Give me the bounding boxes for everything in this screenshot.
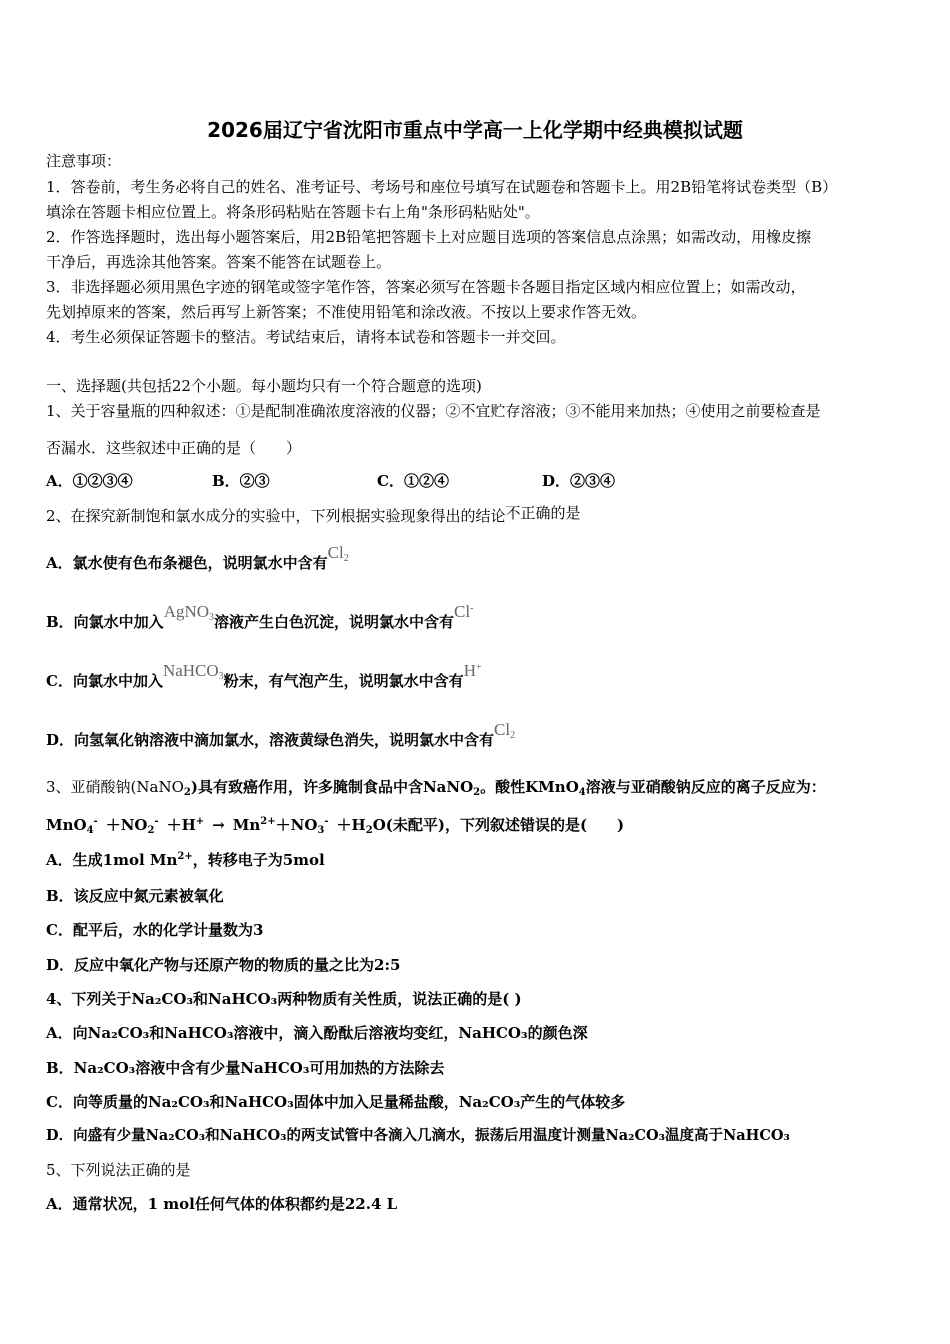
page-title: 2026届辽宁省沈阳市重点中学高一上化学期中经典模拟试题 <box>207 118 743 142</box>
q2-c-text-2: 粉末，有气泡产生，说明氯水中含有 <box>223 672 464 690</box>
q5-option-a[interactable]: A．通常状况，1 mol任何气体的体积都约是22.4 L <box>46 1195 398 1213</box>
q1-stem-2: 否漏水．这些叙述中正确的是（ ） <box>46 439 302 457</box>
eq-mn: Mn <box>232 816 261 834</box>
eq-mn-sup: 2+ <box>260 816 276 827</box>
q2-stem-tail: 不正确的是 <box>505 504 581 522</box>
q4-option-c[interactable]: C．向等质量的Na₂CO₃和NaHCO₃固体中加入足量稀盐酸，Na₂CO₃产生的气体较多 <box>46 1093 626 1111</box>
notice-line-5: 3．非选择题必须用黑色字迹的钢笔或签字笔作答，答案必须写在答题卡各题目指定区域内相应位置上；如需改动， <box>46 278 806 296</box>
section-heading: 一、选择题(共包括22个小题。每小题均只有一个符合题意的选项) <box>46 377 482 395</box>
notice-line-3: 2．作答选择题时，选出每小题答案后，用2B铅笔把答题卡上对应题目选项的答案信息点涂黑；如需改动，用橡皮擦 <box>46 228 812 246</box>
q1-option-c[interactable]: C．①②④ <box>377 472 449 490</box>
q1-option-b[interactable]: B．②③ <box>212 472 270 490</box>
q2-b-formula-2-base: Cl <box>454 602 471 621</box>
q3-a-sup: 2+ <box>177 851 193 862</box>
eq-h: ＋H <box>166 816 196 834</box>
q2-b-formula-2 <box>454 602 473 621</box>
q2-c-formula-1 <box>163 661 224 680</box>
q2-c-formula-2 <box>464 661 482 680</box>
eq-no3: ＋NO <box>275 816 318 834</box>
eq-h2o-sub: 2 <box>365 825 373 836</box>
q2-c-formula-2-base: H <box>463 661 476 680</box>
eq-mno4: MnO <box>46 816 87 834</box>
eq-mno4-sub: 4 <box>86 825 94 836</box>
eq-no3-sub: 3 <box>317 825 325 836</box>
notice-line-2: 填涂在答题卡相应位置上。将条形码粘贴在答题卡右上角"条形码粘贴处"。 <box>46 203 540 221</box>
eq-h2o: ＋H <box>336 816 366 834</box>
q3-equation <box>46 815 624 835</box>
q2-option-c[interactable] <box>46 661 482 691</box>
q2-stem <box>46 506 581 526</box>
q3-stem-sub-1: 2 <box>183 787 191 798</box>
q2-b-formula-2-sup: - <box>470 603 474 614</box>
q2-c-formula-2-sup: + <box>475 662 482 673</box>
q2-b-formula-1-base: AgNO <box>163 602 210 621</box>
q2-a-formula-sub: 2 <box>343 553 349 564</box>
notice-heading: 注意事项： <box>46 152 122 170</box>
q3-stem-part-2: )具有致癌作用，许多腌制食品中含NaNO <box>190 778 474 796</box>
eq-mno4-sup: - <box>93 816 98 827</box>
q3-stem-part-4: 溶液与亚硝酸钠反应的离子反应为： <box>585 778 826 796</box>
q3-a-text-2: ，转移电子为5mol <box>192 851 325 869</box>
q2-d-text: D．向氢氧化钠溶液中滴加氯水，溶液黄绿色消失，说明氯水中含有 <box>46 731 495 749</box>
q4-option-a[interactable]: A．向Na₂CO₃和NaHCO₃溶液中，滴入酚酞后溶液均变红，NaHCO₃的颜色深 <box>46 1024 588 1042</box>
eq-no3-sup: - <box>324 816 329 827</box>
q3-option-a[interactable] <box>46 850 325 870</box>
q4-option-b[interactable]: B．Na₂CO₃溶液中含有少量NaHCO₃可用加热的方法除去 <box>46 1059 445 1077</box>
q4-option-d[interactable]: D．向盛有少量Na₂CO₃和NaHCO₃的两支试管中各滴入几滴水，振荡后用温度计测量Na₂CO₃温度高于NaHCO₃ <box>46 1127 790 1144</box>
eq-no2-sub: 2 <box>147 825 155 836</box>
q1-stem-1: 1、关于容量瓶的四种叙述：①是配制准确浓度溶液的仪器；②不宜贮存溶液；③不能用来加热；④使用之前要检查是 <box>46 402 821 420</box>
q5-stem: 5、下列说法正确的是 <box>46 1161 191 1179</box>
q3-stem-sub-2: 2 <box>473 787 481 798</box>
q2-option-d[interactable] <box>46 720 516 750</box>
q3-option-b[interactable]: B．该反应中氮元素被氧化 <box>46 887 224 905</box>
q2-d-formula-sub: 2 <box>510 730 516 741</box>
q2-b-text-2: 溶液产生白色沉淀，说明氯水中含有 <box>214 613 455 631</box>
q3-stem-sub-3: 4 <box>578 787 586 798</box>
q2-a-formula-base: Cl <box>327 543 344 562</box>
notice-line-4: 干净后，再选涂其他答案。答案不能答在试题卷上。 <box>46 253 392 271</box>
q4-stem: 4、下列关于Na₂CO₃和NaHCO₃两种物质有关性质，说法正确的是( ) <box>46 990 522 1008</box>
eq-no2-sup: - <box>154 816 159 827</box>
q2-a-formula <box>328 543 349 562</box>
notice-line-1: 1．答卷前，考生务必将自己的姓名、准考证号、考场号和座位号填写在试题卷和答题卡上。用2B铅笔将试卷类型（B） <box>46 178 838 196</box>
q2-d-formula-base: Cl <box>494 720 511 739</box>
q2-option-b[interactable] <box>46 602 474 632</box>
q3-stem <box>46 777 826 797</box>
q3-option-c[interactable]: C．配平后，水的化学计量数为3 <box>46 921 264 939</box>
q3-stem-part-3: 。酸性KMnO <box>480 778 579 796</box>
q2-c-formula-1-sub: 3 <box>218 671 224 682</box>
q2-b-text-1: B．向氯水中加入 <box>46 613 164 631</box>
q2-c-text-1: C．向氯水中加入 <box>46 672 163 690</box>
q2-c-formula-1-base: NaHCO <box>162 661 219 680</box>
q2-a-text: A．氯水使有色布条褪色，说明氯水中含有 <box>46 554 328 572</box>
q1-option-a[interactable]: A．①②③④ <box>46 472 133 490</box>
eq-tail: O(未配平)，下列叙述错误的是( ) <box>372 816 625 834</box>
q2-b-formula-1 <box>164 602 214 621</box>
notice-line-7: 4．考生必须保证答题卡的整洁。考试结束后，请将本试卷和答题卡一并交回。 <box>46 328 566 346</box>
q2-option-a[interactable] <box>46 543 349 573</box>
eq-h-sup: + <box>195 816 205 827</box>
q1-option-d[interactable]: D．②③④ <box>542 472 616 490</box>
arrow-icon: → <box>212 816 225 834</box>
q2-stem-text: 2、在探究新制饱和氯水成分的实验中，下列根据实验现象得出的结论 <box>46 507 506 525</box>
eq-no2: ＋NO <box>105 816 148 834</box>
q3-a-text-1: A．生成1mol Mn <box>46 851 178 869</box>
q2-b-formula-1-sub: 3 <box>209 612 215 623</box>
notice-line-6: 先划掉原来的答案，然后再写上新答案；不准使用铅笔和涂改液。不按以上要求作答无效。 <box>46 303 647 321</box>
q3-stem-part-1: 3、亚硝酸钠(NaNO <box>46 778 184 796</box>
q2-d-formula <box>494 720 515 739</box>
q3-option-d[interactable]: D．反应中氧化产物与还原产物的物质的量之比为2:5 <box>46 956 401 974</box>
